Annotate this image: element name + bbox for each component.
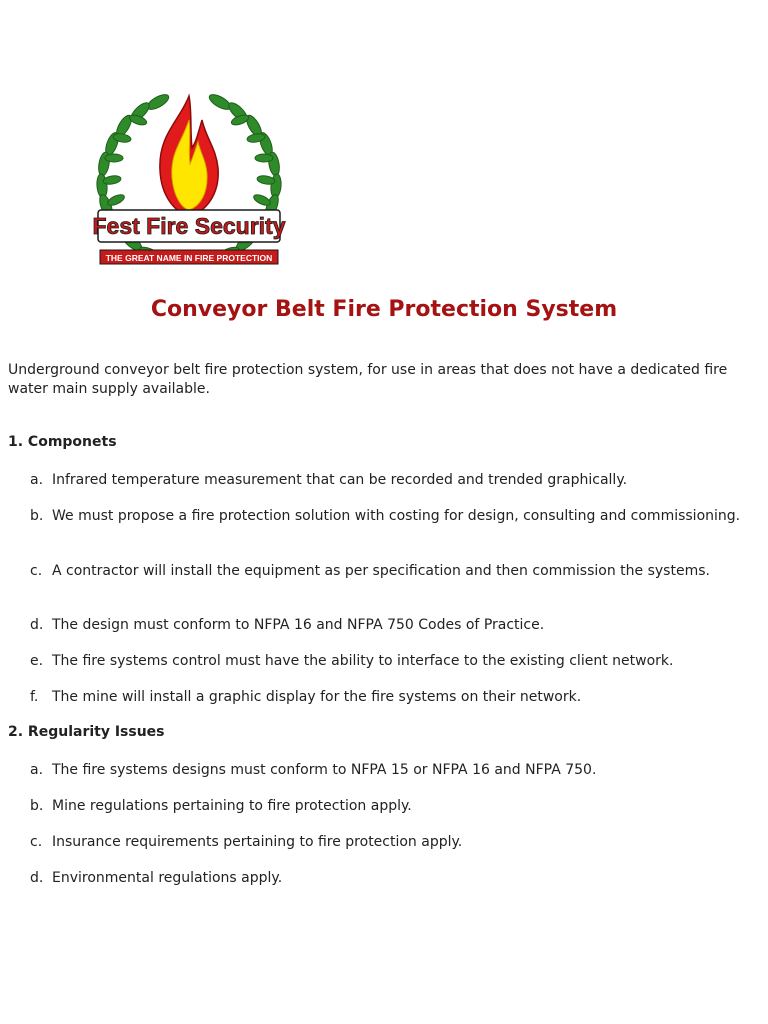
list-item-text: Mine regulations pertaining to fire protection apply. bbox=[52, 798, 412, 814]
list-item bbox=[30, 761, 750, 779]
page-title: Conveyor Belt Fire Protection System bbox=[150, 297, 618, 322]
tagline-text: THE GREAT NAME IN FIRE PROTECTION bbox=[105, 253, 273, 263]
list-item-text: Infrared temperature measurement that can be recorded and trended graphically. bbox=[52, 472, 628, 488]
list-item bbox=[30, 471, 750, 489]
list-item-text: A contractor will install the equipment as per specification and then commission the systems. bbox=[52, 563, 710, 579]
list-marker: c. bbox=[30, 563, 43, 579]
list-item bbox=[30, 797, 750, 815]
list-marker: a. bbox=[30, 762, 44, 778]
list-marker: e. bbox=[30, 653, 44, 669]
list-item bbox=[30, 616, 750, 634]
list-marker: f. bbox=[30, 689, 39, 705]
intro-paragraph: Underground conveyor belt fire protection system, for use in areas that does not have a dedicated fire water main supply available. bbox=[8, 362, 728, 397]
list-marker: d. bbox=[30, 870, 44, 886]
list-marker: b. bbox=[30, 508, 44, 524]
list-item-text: The fire systems control must have the ability to interface to the existing client network. bbox=[52, 653, 674, 669]
tagline-banner bbox=[100, 250, 278, 264]
fest-fire-security-logo bbox=[88, 90, 290, 280]
list-item bbox=[30, 833, 750, 851]
list-item bbox=[30, 652, 750, 670]
list-marker: b. bbox=[30, 798, 44, 814]
list-item bbox=[30, 688, 750, 706]
list-item-text: The design must conform to NFPA 16 and NFPA 750 Codes of Practice. bbox=[52, 617, 545, 633]
list-item-text: The mine will install a graphic display for the fire systems on their network. bbox=[52, 689, 582, 705]
list-item-text: Environmental regulations apply. bbox=[52, 870, 283, 886]
section-heading-regularity-issues: 2. Regularity Issues bbox=[8, 724, 165, 740]
list-item bbox=[30, 869, 750, 887]
list-marker: c. bbox=[30, 834, 43, 850]
list-item-text: We must propose a fire protection solution with costing for design, consulting and commissioning. bbox=[52, 508, 741, 524]
list-item-text: Insurance requirements pertaining to fire protection apply. bbox=[52, 834, 463, 850]
brand-banner bbox=[92, 210, 285, 242]
list-item-text: The fire systems designs must conform to NFPA 15 or NFPA 16 and NFPA 750. bbox=[52, 762, 597, 778]
list-item bbox=[30, 562, 750, 580]
list-marker: a. bbox=[30, 472, 44, 488]
flame-icon bbox=[160, 96, 218, 216]
list-marker: d. bbox=[30, 617, 44, 633]
logo-graphic bbox=[88, 90, 290, 280]
list-item bbox=[30, 507, 750, 525]
brand-text: Fest Fire Security bbox=[92, 213, 286, 239]
section-heading-components: 1. Componets bbox=[8, 434, 117, 450]
